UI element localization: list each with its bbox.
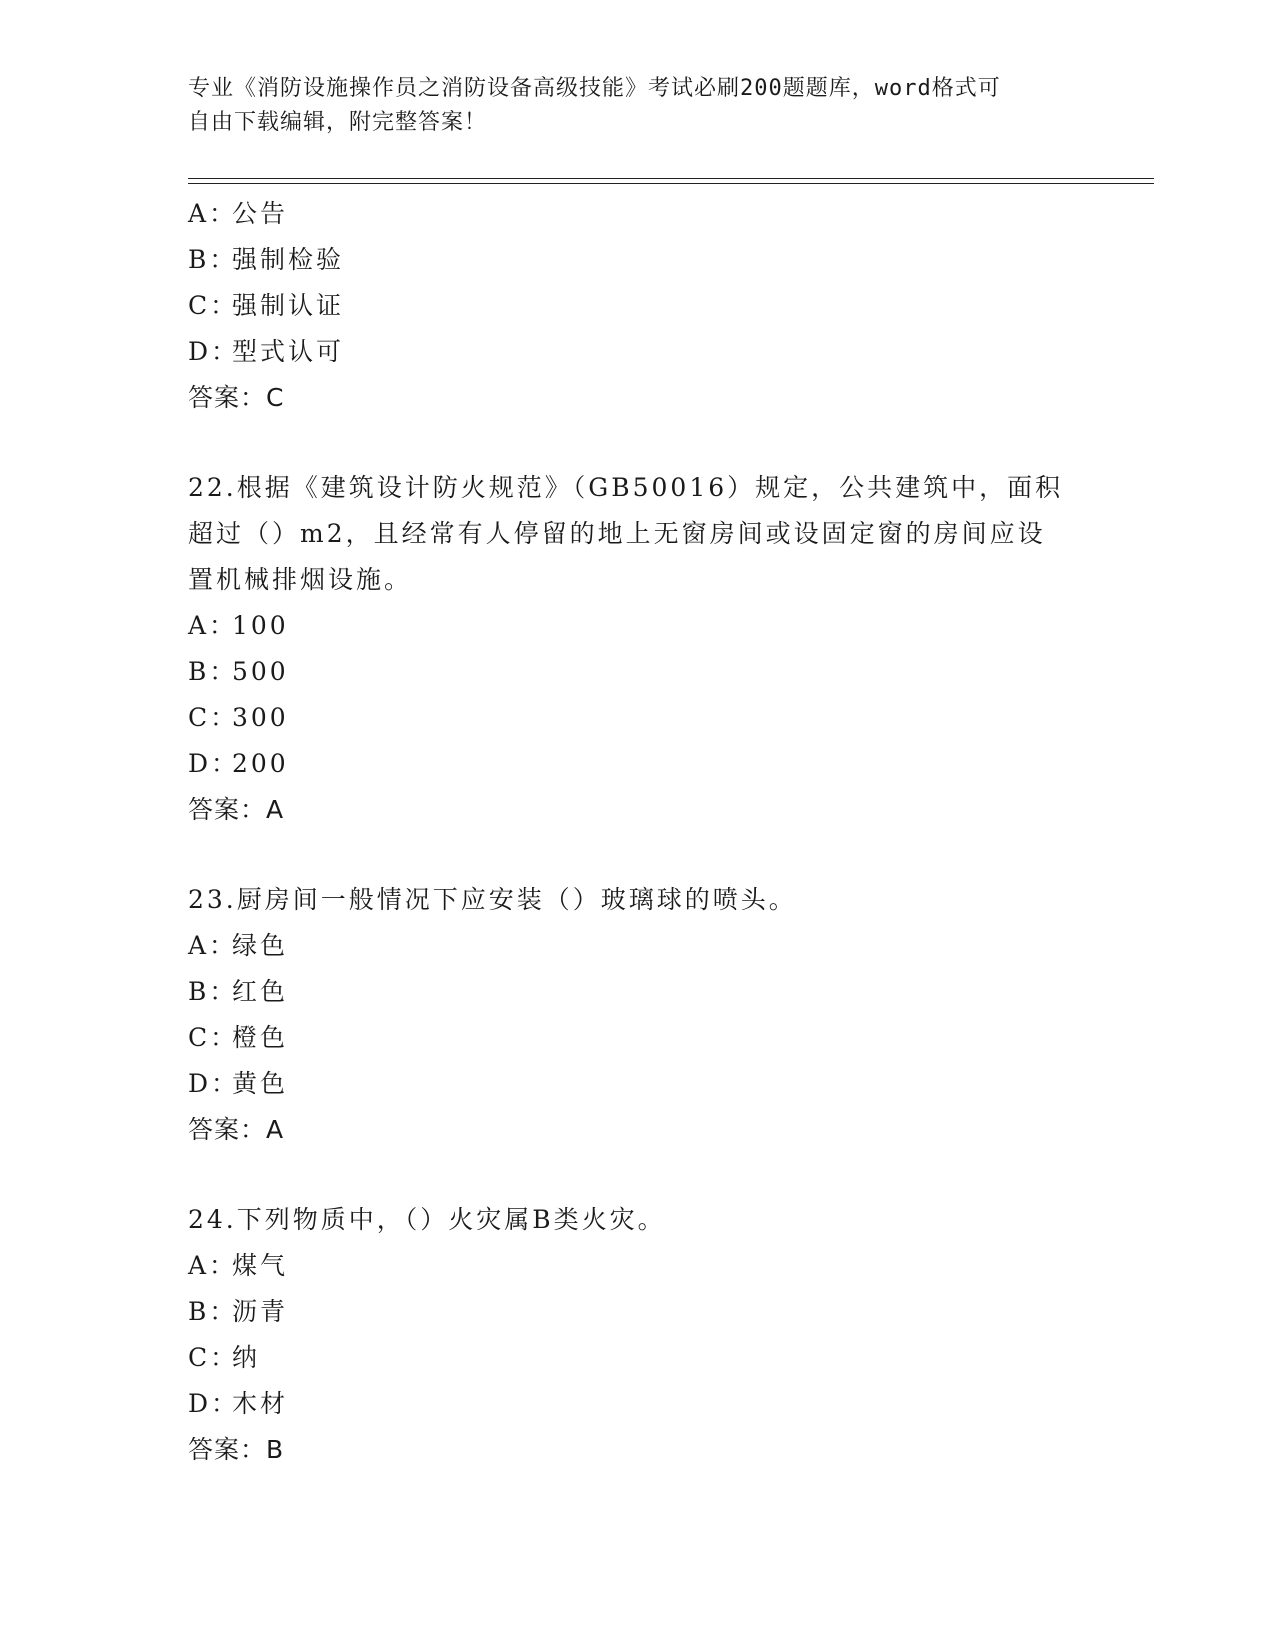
header-line-2: 自由下载编辑，附完整答案！ xyxy=(188,110,488,135)
option-text: 200 xyxy=(232,749,289,778)
option-b xyxy=(188,649,1088,695)
question-text-line: 24.下列物质中，（）火灾属B类火灾。 xyxy=(188,1205,666,1234)
question-block-21 xyxy=(188,191,1088,421)
option-c xyxy=(188,1335,1088,1381)
option-d xyxy=(188,329,1088,375)
option-letter: D： xyxy=(188,749,240,778)
answer-line: 答案：A xyxy=(188,1115,285,1144)
option-a xyxy=(188,603,1088,649)
option-letter: C： xyxy=(188,1343,239,1372)
option-text: 沥青 xyxy=(232,1297,289,1326)
answer-line: 答案：C xyxy=(188,383,285,412)
answer-line: 答案：A xyxy=(188,795,285,824)
spacer xyxy=(188,421,1088,465)
document-header xyxy=(188,72,1088,140)
option-letter: D： xyxy=(188,1389,240,1418)
header-line-1: 专业《消防设施操作员之消防设备高级技能》考试必刷200题题库，word格式可 xyxy=(188,76,1001,101)
option-d xyxy=(188,741,1088,787)
spacer xyxy=(188,1153,1088,1197)
option-c xyxy=(188,1015,1088,1061)
question-text-line: 22.根据《建筑设计防火规范》（GB50016）规定，公共建筑中，面积 xyxy=(188,473,1064,502)
option-text: 绿色 xyxy=(232,931,289,960)
option-a xyxy=(188,923,1088,969)
option-a xyxy=(188,191,1088,237)
option-text: 100 xyxy=(232,611,289,640)
option-text: 型式认可 xyxy=(232,337,345,366)
option-letter: C： xyxy=(188,1023,239,1052)
option-text: 木材 xyxy=(232,1389,289,1418)
option-text: 500 xyxy=(232,657,289,686)
header-divider-bottom xyxy=(188,183,1154,184)
option-text: 橙色 xyxy=(232,1023,289,1052)
option-text: 公告 xyxy=(232,199,289,228)
option-text: 黄色 xyxy=(232,1069,289,1098)
question-block-23 xyxy=(188,877,1088,1153)
header-divider-top xyxy=(188,178,1154,179)
option-letter: B： xyxy=(188,1297,238,1326)
option-text: 强制认证 xyxy=(232,291,345,320)
option-d xyxy=(188,1381,1088,1427)
option-letter: A： xyxy=(188,611,238,640)
option-c xyxy=(188,283,1088,329)
question-text-line: 置机械排烟设施。 xyxy=(188,565,413,594)
option-letter: D： xyxy=(188,1069,240,1098)
option-b xyxy=(188,969,1088,1015)
option-b xyxy=(188,237,1088,283)
option-letter: A： xyxy=(188,1251,238,1280)
option-letter: A： xyxy=(188,199,238,228)
option-c xyxy=(188,695,1088,741)
option-letter: C： xyxy=(188,703,239,732)
option-letter: B： xyxy=(188,245,238,274)
option-text: 强制检验 xyxy=(232,245,345,274)
option-letter: B： xyxy=(188,977,238,1006)
option-letter: C： xyxy=(188,291,239,320)
option-text: 煤气 xyxy=(232,1251,289,1280)
question-block-24 xyxy=(188,1197,1088,1473)
option-text: 300 xyxy=(232,703,289,732)
option-b xyxy=(188,1289,1088,1335)
option-a xyxy=(188,1243,1088,1289)
option-text: 红色 xyxy=(232,977,289,1006)
answer-line: 答案：B xyxy=(188,1435,285,1464)
option-letter: B： xyxy=(188,657,238,686)
question-block-22 xyxy=(188,465,1088,833)
option-letter: A： xyxy=(188,931,238,960)
option-text: 纳 xyxy=(232,1343,261,1372)
spacer xyxy=(188,833,1088,877)
question-text-line: 超过（）m2，且经常有人停留的地上无窗房间或设固定窗的房间应设 xyxy=(188,519,1046,548)
question-text-line: 23.厨房间一般情况下应安装（）玻璃球的喷头。 xyxy=(188,885,797,914)
option-d xyxy=(188,1061,1088,1107)
question-list xyxy=(188,191,1088,1473)
option-letter: D： xyxy=(188,337,240,366)
